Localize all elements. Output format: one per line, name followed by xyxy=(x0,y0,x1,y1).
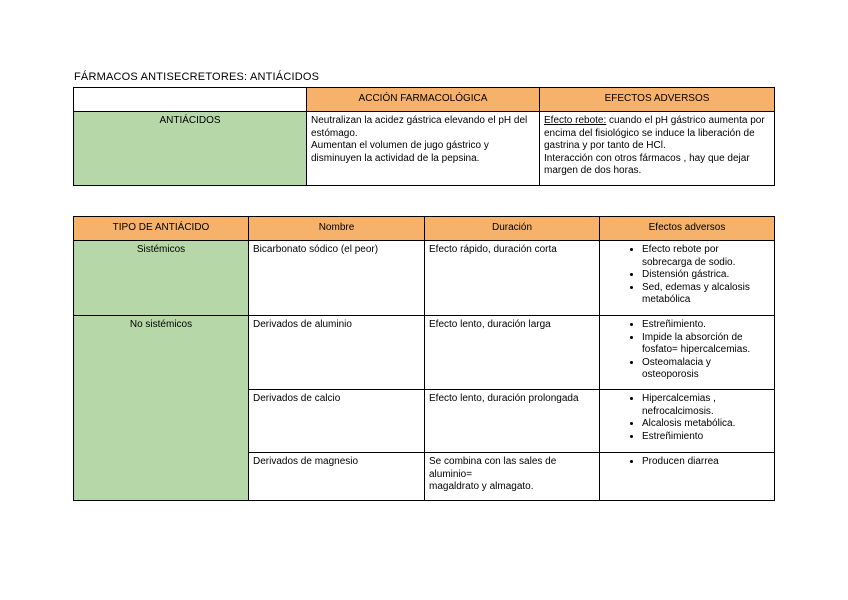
efectos-cell xyxy=(540,112,775,186)
efectos-cell xyxy=(600,453,775,501)
list-item: • Producen diarrea xyxy=(642,456,770,469)
header-nombre: Nombre xyxy=(249,217,425,241)
accion-line: Aumentan el volumen de jugo gástrico y disminuyen la actividad de la pepsina. xyxy=(311,140,489,164)
efectos-cell xyxy=(600,316,775,390)
list-item: • Hipercalcemias , nefrocalcimosis. xyxy=(642,393,770,418)
row-label-antiacidos: ANTIÁCIDOS xyxy=(74,112,307,186)
duracion-cell: Efecto lento, duración larga xyxy=(425,316,600,390)
header-efectos: EFECTOS ADVERSOS xyxy=(540,88,775,112)
header-tipo: TIPO DE ANTIÁCIDO xyxy=(74,217,249,241)
efectos-cell xyxy=(600,390,775,453)
list-item: • Sed, edemas y alcalosis metabólica xyxy=(642,282,770,307)
list-item: • Efecto rebote por sobrecarga de sodio. xyxy=(642,244,770,269)
nombre-cell: Bicarbonato sódico (el peor) xyxy=(249,241,425,316)
list-item: • Impide la absorción de fosfato= hipercalcemias. xyxy=(642,332,770,357)
header-accion: ACCIÓN FARMACOLÓGICA xyxy=(307,88,540,112)
list-item: • Osteomalacia y osteoporosis xyxy=(642,357,770,382)
efectos-extra: Interacción con otros fármacos , hay que dejar margen de dos horas. xyxy=(544,152,750,176)
header-efectos-adversos: Efectos adversos xyxy=(600,217,775,241)
nombre-cell: Derivados de magnesio xyxy=(249,453,425,501)
accion-cell xyxy=(307,112,540,186)
nombre-cell: Derivados de aluminio xyxy=(249,316,425,390)
duracion-cell: Efecto rápido, duración corta xyxy=(425,241,600,316)
tipo-no-sistemicos: No sistémicos xyxy=(74,316,249,501)
header-empty xyxy=(74,88,307,112)
duracion-line: Se combina con las sales de aluminio= xyxy=(429,456,557,480)
nombre-cell: Derivados de calcio xyxy=(249,390,425,453)
table-row xyxy=(74,316,775,390)
duracion-cell xyxy=(425,453,600,501)
list-item: • Estreñimiento xyxy=(642,431,770,444)
tipo-sistemicos: Sistémicos xyxy=(74,241,249,316)
list-item: • Estreñimiento. xyxy=(642,319,770,332)
list-item: • Alcalosis metabólica. xyxy=(642,418,770,431)
efectos-cell xyxy=(600,241,775,316)
duracion-cell: Efecto lento, duración prolongada xyxy=(425,390,600,453)
efecto-rebote-text: cuando el pH gástrico aumenta por encima del fisiológico se induce la liberación de gastrina y por tanto de HCl. xyxy=(544,115,765,151)
page-title: FÁRMACOS ANTISECRETORES: ANTIÁCIDOS xyxy=(74,71,320,83)
pharmacology-table xyxy=(73,87,775,186)
duracion-line: magaldrato y almagato. xyxy=(429,481,534,492)
table-row xyxy=(74,241,775,316)
header-duracion: Duración xyxy=(425,217,600,241)
antacid-types-table xyxy=(73,216,775,501)
accion-line: Neutralizan la acidez gástrica elevando el pH del estómago. xyxy=(311,115,528,139)
efecto-rebote-label: Efecto rebote: xyxy=(544,115,607,126)
list-item: • Distensión gástrica. xyxy=(642,269,770,282)
